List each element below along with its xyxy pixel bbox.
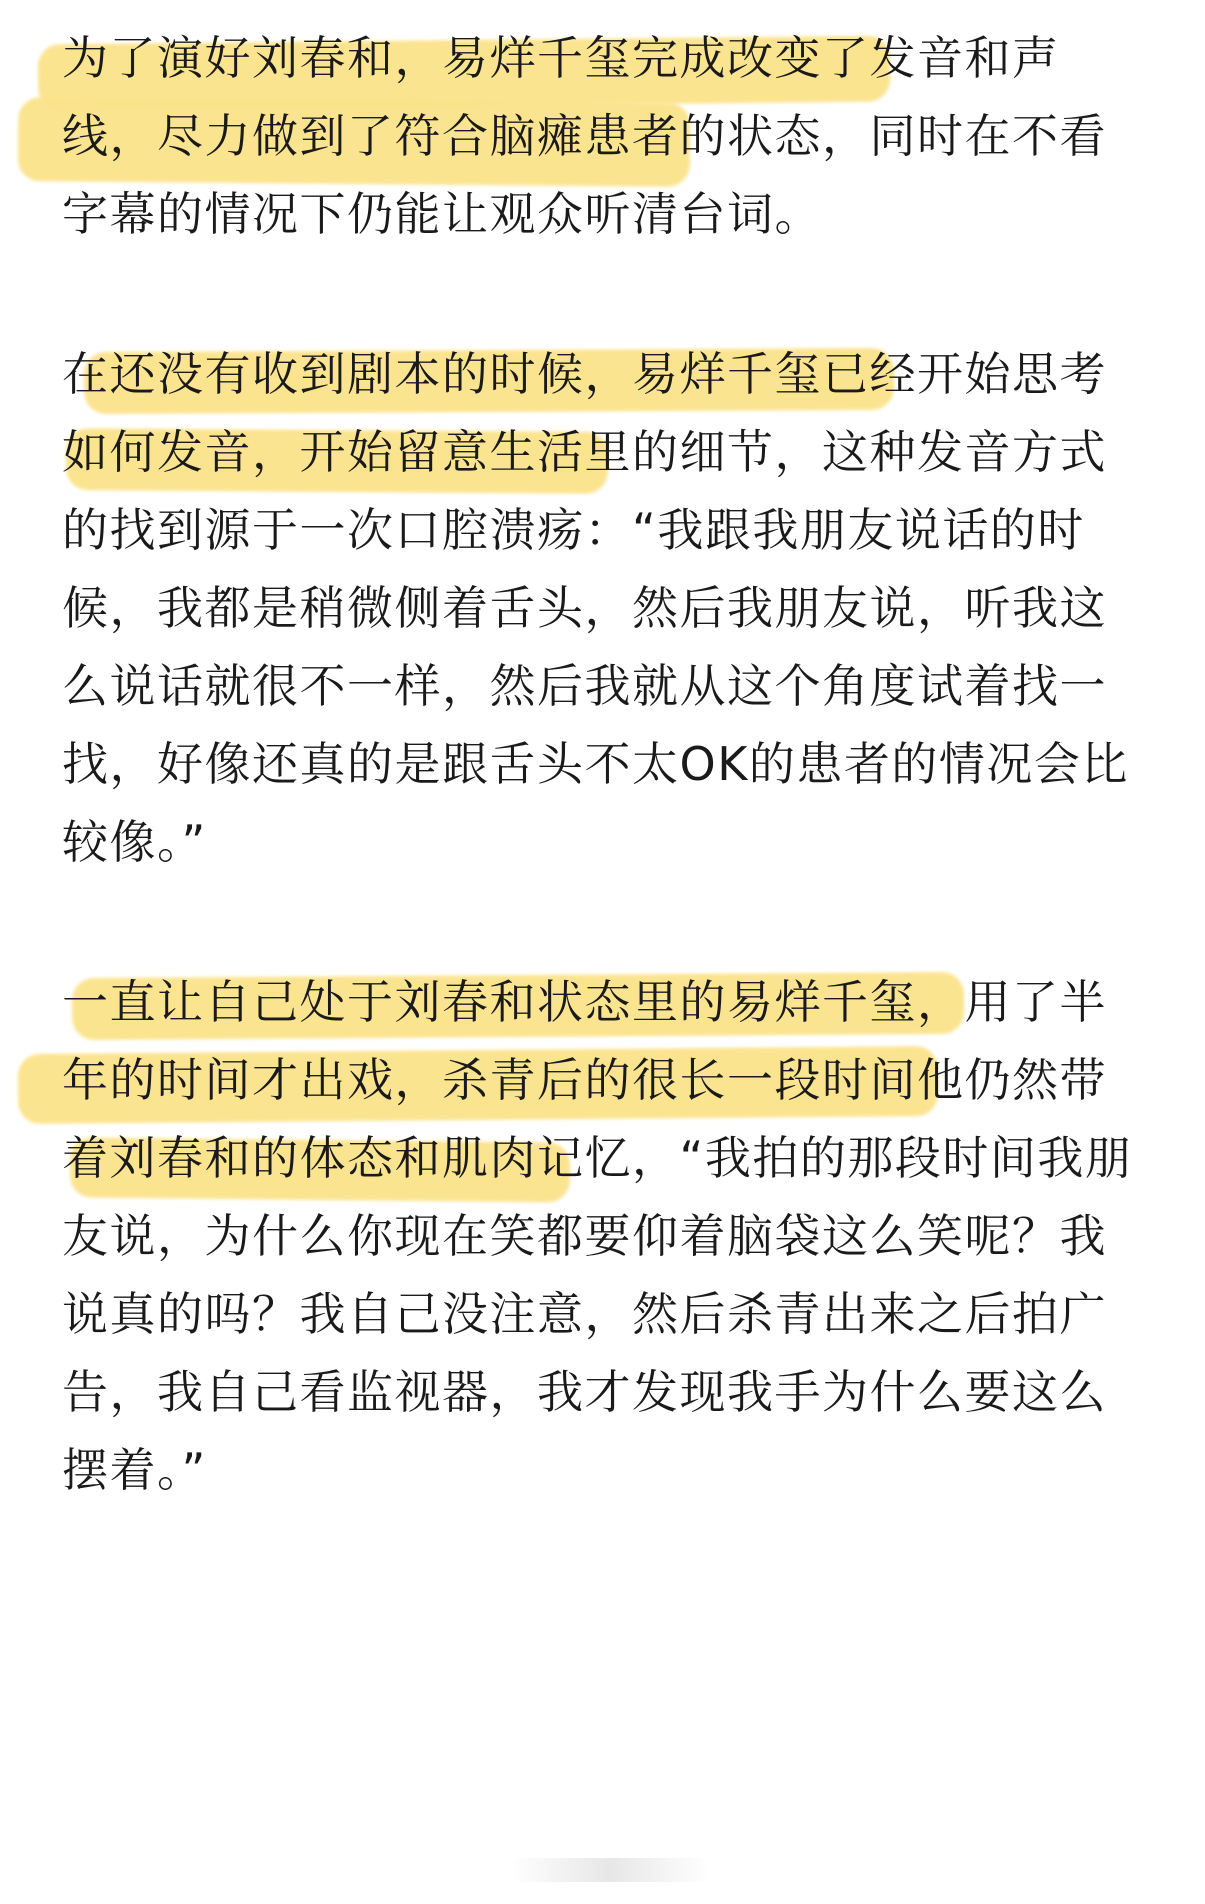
- text-line: 说真的吗？我自己没注意，然后杀青出来之后拍广: [62, 1287, 1107, 1341]
- text-line: 摆着。”: [62, 1443, 207, 1497]
- text-line: 年的时间才出戏，杀青后的很长一段时间他仍然带: [62, 1053, 1107, 1107]
- text-line: 较像。”: [62, 815, 207, 869]
- faint-watermark: [510, 1858, 710, 1882]
- text-line: 的找到源于一次口腔溃疡：“我跟我朋友说话的时: [62, 503, 1085, 557]
- text-line: 字幕的情况下仍能让观众听清台词。: [62, 187, 822, 241]
- text-line: 找，好像还真的是跟舌头不太OK的患者的情况会比: [62, 737, 1129, 791]
- text-line: 一直让自己处于刘春和状态里的易烊千玺，用了半: [62, 975, 1107, 1029]
- text-line: 告，我自己看监视器，我才发现我手为什么要这么: [62, 1365, 1107, 1419]
- text-line: 着刘春和的体态和肌肉记忆，“我拍的那段时间我朋: [62, 1131, 1133, 1185]
- text-line: 在还没有收到剧本的时候，易烊千玺已经开始思考: [62, 347, 1107, 401]
- text-line: 线，尽力做到了符合脑瘫患者的状态，同时在不看: [62, 109, 1107, 163]
- text-line: 为了演好刘春和，易烊千玺完成改变了发音和声: [62, 31, 1060, 85]
- text-line: 候，我都是稍微侧着舌头，然后我朋友说，听我这: [62, 581, 1107, 635]
- text-line: 么说话就很不一样，然后我就从这个角度试着找一: [62, 659, 1107, 713]
- text-line: 如何发音，开始留意生活里的细节，这种发音方式: [62, 425, 1107, 479]
- text-line: 友说，为什么你现在笑都要仰着脑袋这么笑呢？我: [62, 1209, 1107, 1263]
